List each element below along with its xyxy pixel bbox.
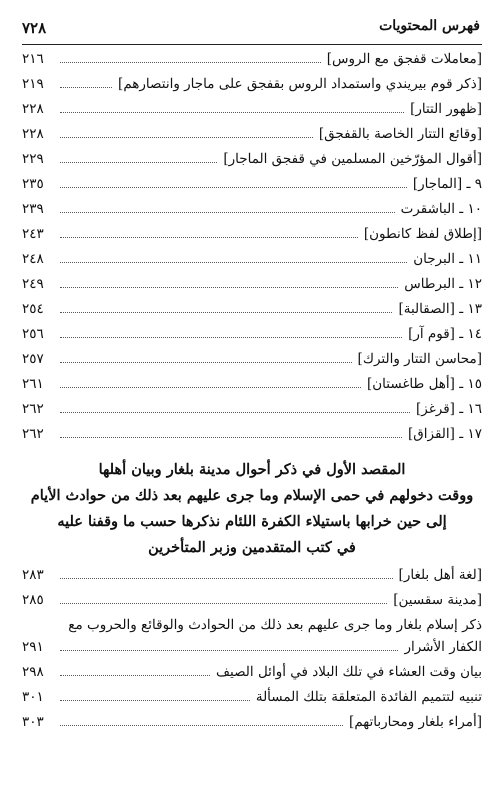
toc-entry-page: ٢٨٥ <box>22 592 44 608</box>
toc-entry-title: ١٤ ـ [قوم آر] <box>408 326 482 342</box>
dot-leader <box>60 237 358 238</box>
toc-entry-title: ذكر إسلام بلغار وما جرى عليهم بعد ذلك من الحوادث والوقائع والحروب مع <box>68 617 482 633</box>
dot-leader <box>60 212 395 213</box>
dot-leader <box>60 700 250 701</box>
toc-list-top <box>22 51 482 451</box>
dot-leader <box>60 675 210 676</box>
toc-entry-title: [لغة أهل بلغار] <box>398 567 482 583</box>
toc-entry-title: تنبيه لتتميم الفائدة المتعلقة بتلك المسألة <box>255 689 482 705</box>
toc-entry-page: ٢٥٦ <box>22 326 44 342</box>
toc-entry-page: ٣٠١ <box>22 689 44 705</box>
dot-leader <box>60 112 404 113</box>
dot-leader <box>60 262 407 263</box>
toc-entry-title: الكفار الأشرار <box>404 639 482 655</box>
toc-entry <box>22 714 482 739</box>
toc-entry-page: ٣٠٣ <box>22 714 44 730</box>
section-heading-line: في كتب المتقدمين وزبر المتأخرين <box>148 539 356 556</box>
toc-entry-title: [محاسن التتار والترك] <box>357 351 482 367</box>
section-heading-line: ووقت دخولهم في حمى الإسلام وما جرى عليهم بعد ذلك من حوادث الأيام <box>30 487 474 504</box>
dot-leader <box>60 87 112 88</box>
toc-entry-page: ٢٨٣ <box>22 567 44 583</box>
page-header <box>22 16 482 45</box>
dot-leader <box>60 312 392 313</box>
toc-list-bottom <box>22 567 482 617</box>
dot-leader <box>60 287 398 288</box>
toc-entry-title: ١٧ ـ [القزاق] <box>408 426 482 442</box>
section-heading <box>22 457 482 561</box>
toc-entry-multiline-end <box>22 639 482 664</box>
toc-entry <box>22 301 482 326</box>
toc-entry <box>22 351 482 376</box>
dot-leader <box>60 412 410 413</box>
toc-entry-title: [معاملات قفجق مع الروس] <box>326 51 482 67</box>
toc-entry-page: ٢٥٤ <box>22 301 44 317</box>
toc-entry-title: [ذكر قوم بيريندي واستمداد الروس بقفجق على ماجار وانتصارهم] <box>118 76 482 92</box>
toc-entry-title: [أقوال المؤرّخين المسلمين في قفجق الماجار] <box>223 151 482 167</box>
section-heading-line: المقصد الأول في ذكر أحوال مدينة بلغار وبيان أهلها <box>98 461 406 478</box>
toc-entry <box>22 51 482 76</box>
toc-entry-title: ١٢ ـ البرطاس <box>404 276 482 292</box>
dot-leader <box>60 578 393 579</box>
toc-list-bottom-b <box>22 664 482 739</box>
dot-leader <box>60 650 398 651</box>
toc-entry-page: ٢٤٨ <box>22 251 44 267</box>
dot-leader <box>60 387 361 388</box>
toc-entry <box>22 592 482 617</box>
toc-entry-title: [ظهور التتار] <box>410 101 482 117</box>
toc-entry-title: [أمراء بلغار ومحارباتهم] <box>349 714 482 730</box>
dot-leader <box>60 62 321 63</box>
toc-entry-page: ٢٣٥ <box>22 176 44 192</box>
toc-entry-title: بيان وقت العشاء في تلك البلاد في أوائل الصيف <box>216 664 482 680</box>
toc-entry <box>22 326 482 351</box>
page-number: ٧٢٨ <box>22 19 47 37</box>
toc-entry <box>22 251 482 276</box>
dot-leader <box>60 603 387 604</box>
toc-entry-page: ٢٩١ <box>22 639 44 655</box>
toc-entry-page: ٢٢٩ <box>22 151 44 167</box>
toc-entry-page: ٢٢٨ <box>22 126 44 142</box>
toc-entry <box>22 76 482 101</box>
toc-entry-multiline <box>22 617 482 639</box>
toc-entry <box>22 276 482 301</box>
dot-leader <box>60 337 402 338</box>
toc-entry-title: ١٦ ـ [قرغز] <box>416 401 482 417</box>
toc-entry-title: ٩ ـ [الماجار] <box>412 176 482 192</box>
toc-entry-page: ٢٢٨ <box>22 101 44 117</box>
toc-entry <box>22 176 482 201</box>
toc-entry-title: [إطلاق لفظ كانطون] <box>363 226 482 242</box>
toc-entry <box>22 151 482 176</box>
toc-entry-page: ٢٦٢ <box>22 401 44 417</box>
dot-leader <box>60 162 217 163</box>
toc-entry-page: ٢١٩ <box>22 76 44 92</box>
toc-entry <box>22 664 482 689</box>
toc-entry <box>22 689 482 714</box>
toc-entry <box>22 201 482 226</box>
toc-entry <box>22 426 482 451</box>
toc-entry-page: ٢٩٨ <box>22 664 44 680</box>
toc-entry-title: ١٠ ـ الباشقرت <box>400 201 482 217</box>
toc-entry-title: ١٥ ـ [أهل طاغستان] <box>366 376 482 392</box>
dot-leader <box>60 437 402 438</box>
dot-leader <box>60 137 313 138</box>
dot-leader <box>60 725 343 726</box>
toc-entry-page: ٢١٦ <box>22 51 44 67</box>
toc-entry <box>22 126 482 151</box>
section-heading-line: إلى حين خرابها باستيلاء الكفرة اللئام نذكرها حسب ما وقفنا عليه <box>57 513 447 530</box>
toc-entry-page: ٢٦١ <box>22 376 44 392</box>
toc-entry-page: ٢٤٣ <box>22 226 44 242</box>
toc-entry-title: ١١ ـ البرجان <box>413 251 482 267</box>
running-title: فهرس المحتويات <box>379 18 480 34</box>
dot-leader <box>60 187 407 188</box>
toc-entry <box>22 101 482 126</box>
toc-entry <box>22 226 482 251</box>
toc-entry-title: [وقائع التتار الخاصة بالقفجق] <box>318 126 482 142</box>
dot-leader <box>60 362 352 363</box>
toc-entry <box>22 567 482 592</box>
toc-entry <box>22 376 482 401</box>
toc-entry-title: ١٣ ـ [الصقالبة] <box>398 301 482 317</box>
toc-entry-page: ٢٥٧ <box>22 351 44 367</box>
toc-entry-title: [مدينة سقسين] <box>393 592 482 608</box>
toc-entry-page: ٢٦٢ <box>22 426 44 442</box>
toc-entry-page: ٢٤٩ <box>22 276 44 292</box>
toc-entry-page: ٢٣٩ <box>22 201 44 217</box>
toc-entry <box>22 401 482 426</box>
toc-page <box>22 16 482 739</box>
